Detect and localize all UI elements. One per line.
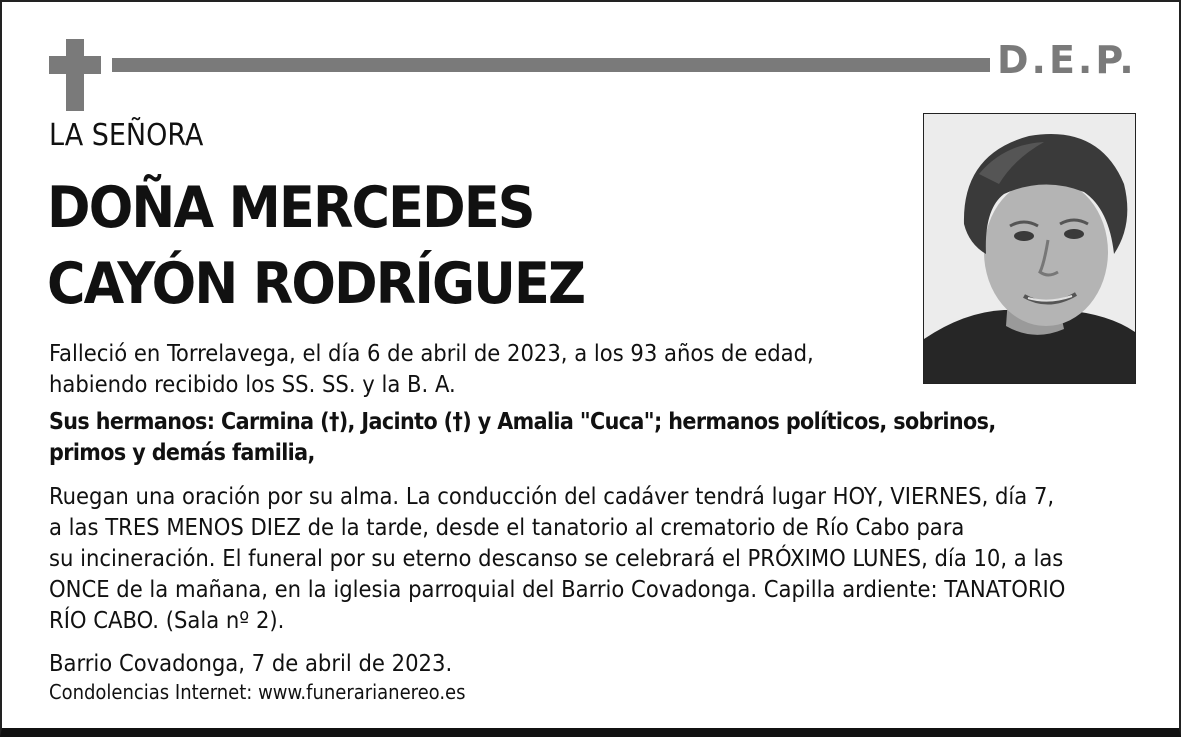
- deceased-name: [47, 170, 584, 322]
- honorific-title: LA SEÑORA: [49, 118, 204, 153]
- death-notice: [49, 338, 814, 400]
- header-rule: [112, 58, 990, 72]
- place-date: Barrio Covadonga, 7 de abril de 2023.: [49, 649, 453, 677]
- portrait-photo: [923, 113, 1136, 384]
- name-line-1: DOÑA MERCEDES: [47, 175, 534, 241]
- ceremony-line: ONCE de la mañana, en la iglesia parroquial del Barrio Covadonga. Capilla ardiente: TANATORIO: [49, 575, 1066, 603]
- cross-icon: [49, 39, 101, 111]
- ceremony-line: Ruegan una oración por su alma. La conducción del cadáver tendrá lugar HOY, VIERNES, día 7,: [49, 482, 1055, 510]
- death-notice-line: habiendo recibido los SS. SS. y la B. A.: [49, 370, 456, 398]
- ceremony-line: a las TRES MENOS DIEZ de la tarde, desde el tanatorio al crematorio de Río Cabo para: [49, 513, 965, 541]
- ceremony-details: [49, 481, 1065, 636]
- dep-label: D.E.P.: [997, 38, 1137, 82]
- ceremony-line: su incineración. El funeral por su eterno descanso se celebrará el PRÓXIMO LUNES, día 10, a las: [49, 544, 1064, 572]
- condolences-link[interactable]: Condolencias Internet: www.funerarianereo.es: [49, 680, 466, 704]
- death-notice-line: Falleció en Torrelavega, el día 6 de abril de 2023, a los 93 años de edad,: [49, 339, 814, 367]
- family-line: Sus hermanos: Carmina (†), Jacinto (†) y Amalia "Cuca"; hermanos políticos, sobrinos,: [49, 409, 996, 435]
- family-mourners: [49, 407, 996, 469]
- ceremony-line: RÍO CABO. (Sala nº 2).: [49, 606, 285, 634]
- name-line-2: CAYÓN RODRÍGUEZ: [47, 251, 585, 317]
- family-line: primos y demás familia,: [49, 440, 315, 466]
